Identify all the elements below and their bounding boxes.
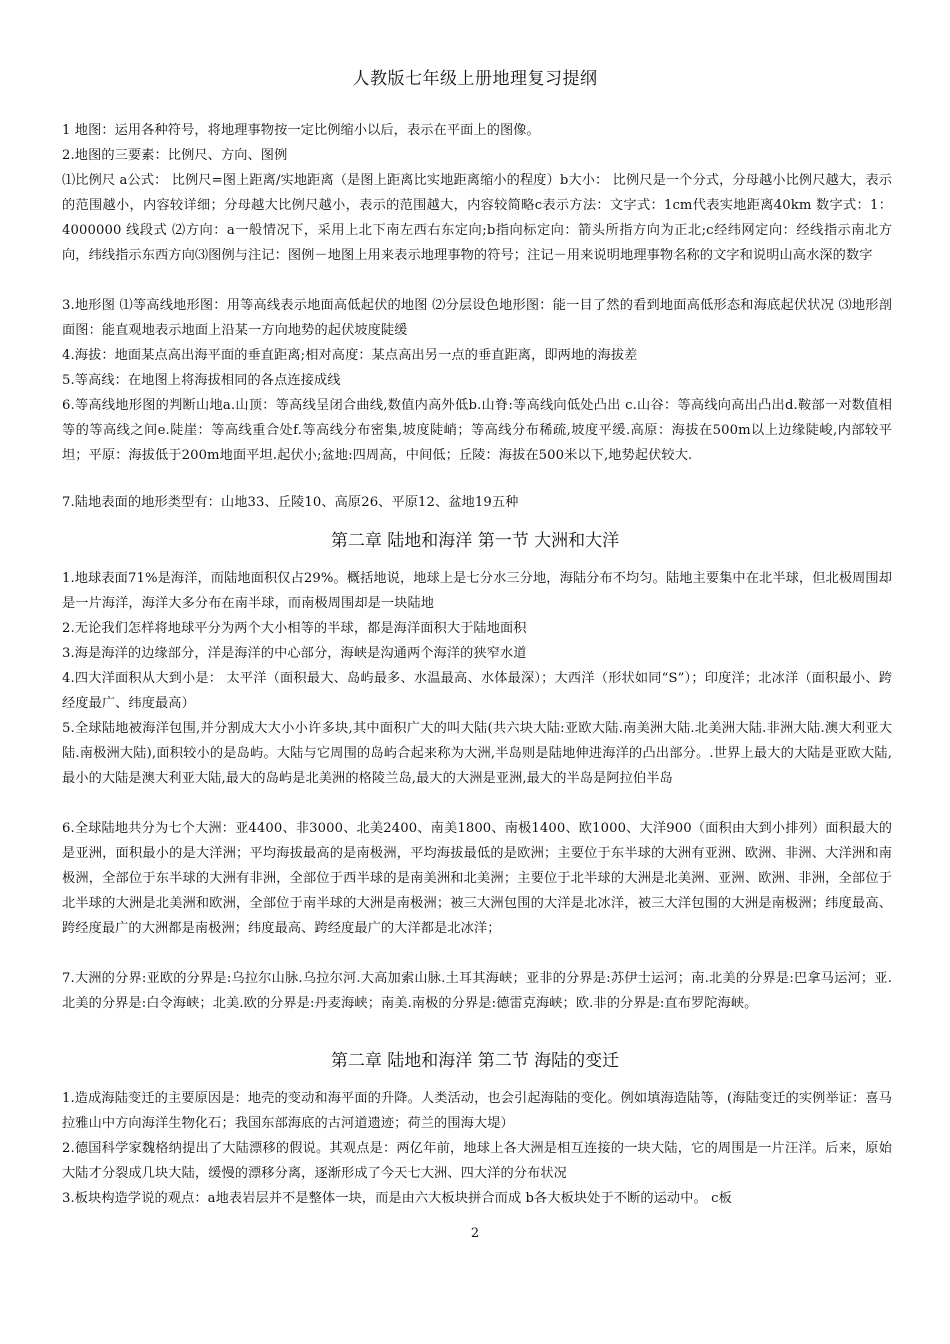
change-item-1: 1.造成海陆变迁的主要原因是：地壳的变动和海平面的升降。人类活动，也会引起海陆的变化。例如填海造陆等，(海陆变迁的实例举证：喜马拉雅山中方向海洋生物化石；我国东部海底的古河道遗迹；荷兰的围海大堤） [62, 1091, 892, 1131]
document-title: 人教版七年级上册地理复习提纲 [352, 69, 598, 89]
continent-item-3: 3.海是海洋的边缘部分，洋是海洋的中心部分，海峡是沟通两个海洋的狭窄水道 [62, 646, 527, 661]
map-item-7-contour-judge: 6.等高线地形图的判断山地a.山顶：等高线呈闭合曲线,数值内高外低b.山脊:等高线向低处凸出 c.山谷：等高线向高出凸出d.鞍部一对数值相等的等高线之间e.陡崖：等高线重合处f.等高线分布密集,坡度陡峭；等高线分布稀疏,坡度平缓.高原：海拔在500m以上边缘陡峻,内部较平坦；平原：海拔低于200m地面平坦.起伏小;盆地:四周高，中间低；丘陵：海拔在500米以下,地势起伏较大. [62, 398, 892, 463]
continent-item-7: 7.大洲的分界:亚欧的分界是:乌拉尔山脉.乌拉尔河.大高加索山脉.土耳其海峡；亚非的分界是:苏伊士运河；南.北美的分界是:巴拿马运河；亚.北美的分界是:白令海峡；北美.欧的分界是:丹麦海峡；南美.南极的分界是:德雷克海峡；欧.非的分界是:直布罗陀海峡。 [62, 971, 892, 1011]
map-item-3-scale: ⑴比例尺 a公式： 比例尺=图上距离/实地距离（是图上距离比实地距离缩小的程度）b大小： 比例尺是一个分式，分母越小比例尺越大，表示的范围越小，内容较详细；分母越大比例尺越小，表示的范围越大，内容较简略c表示方法：文字式：1cm代表实地距离40km 数字式：1：4000000 线段式 ⑵方向：a一般情况下，采用上北下南左西右东定向;b指向标定向：箭头所指方向为正北;c经纬网定向：经线指示南北方向，纬线指示东西方向⑶图例与注记：图例－地图上用来表示地理事物的符号；注记－用来说明地理事物名称的文字和说明山高水深的数字 [62, 173, 892, 263]
continent-item-6: 6.全球陆地共分为七个大洲：亚4400、非3000、北美2400、南美1800、南极1400、欧1000、大洋900（面积由大到小排列）面积最大的是亚洲，面积最小的是大洋洲；平均海拔最高的是南极洲，平均海拔最低的是欧洲；主要位于东半球的大洲有亚洲、欧洲、非洲、大洋洲和南极洲，全部位于东半球的大洲有非洲，全部位于西半球的是南美洲和北美洲；主要位于北半球的大洲是北美洲、亚洲、欧洲、非洲，全部位于北半球的大洲是北美洲和欧洲，全部位于南半球的大洲是南极洲；被三大洲包围的大洋是北冰洋，被三大洋包围的大洲是南极洲；纬度最高、跨经度最广的大洲都是南极洲；纬度最高、跨经度最广的大洋都是北冰洋； [62, 821, 892, 936]
continent-item-1: 1.地球表面71%是海洋，而陆地面积仅占29%。概括地说，地球上是七分水三分地，海陆分布不均匀。陆地主要集中在北半球，但北极周围却是一片海洋，海洋大多分布在南半球，而南极周围却是一块陆地 [62, 571, 892, 611]
page-number: 2 [470, 1226, 480, 1241]
map-item-2: 2.地图的三要素：比例尺、方向、图例 [62, 148, 288, 163]
continent-item-5: 5.全球陆地被海洋包围,并分割成大大小小许多块,其中面积广大的叫大陆(共六块大陆:亚欧大陆.南美洲大陆.北美洲大陆.非洲大陆.澳大利亚大陆.南极洲大陆),面积较小的是岛屿。大陆与它周围的岛屿合起来称为大洲,半岛则是陆地伸进海洋的凸出部分。.世界上最大的大陆是亚欧大陆,最小的大陆是澳大利亚大陆,最大的岛屿是北美洲的格陵兰岛,最大的大洲是亚洲,最大的半岛是阿拉伯半岛 [62, 721, 892, 786]
map-item-5-altitude: 4.海拔：地面某点高出海平面的垂直距离;相对高度：某点高出另一点的垂直距离，即两地的海拔差 [62, 348, 638, 363]
map-item-8-landforms: 7.陆地表面的地形类型有：山地33、丘陵10、高原26、平原12、盆地19五种 [62, 495, 519, 510]
continent-item-2: 2.无论我们怎样将地球平分为两个大小相等的半球，都是海洋面积大于陆地面积 [62, 621, 527, 636]
change-item-2: 2.德国科学家魏格纳提出了大陆漂移的假说。其观点是：两亿年前，地球上各大洲是相互连接的一块大陆，它的周围是一片汪洋。后来，原始大陆才分裂成几块大陆，缓慢的漂移分离，逐渐形成了今天七大洲、四大洋的分布状况 [62, 1141, 892, 1181]
map-item-6-contour: 5.等高线：在地图上将海拔相同的各点连接成线 [62, 373, 341, 388]
continent-item-4: 4.四大洋面积从大到小是： 太平洋（面积最大、岛屿最多、水温最高、水体最深）；大西洋（形状如同“S”）；印度洋；北冰洋（面积最小、跨经度最广、纬度最高） [62, 671, 892, 711]
map-item-1: 1 地图：运用各种符号，将地理事物按一定比例缩小以后，表示在平面上的图像。 [62, 123, 540, 138]
change-item-3: 3.板块构造学说的观点：a地表岩层并不是整体一块，而是由六大板块拼合而成 b各大板块处于不断的运动中。 c板 [62, 1191, 732, 1206]
map-item-4-topomap: 3.地形图 ⑴等高线地形图：用等高线表示地面高低起伏的地图 ⑵分层设色地形图：能一目了然的看到地面高低形态和海底起伏状况 ⑶地形剖面图：能直观地表示地面上沿某一方向地势的起伏坡度陡缓 [62, 298, 892, 338]
chapter2-section2-heading: 第二章 陆地和海洋 第二节 海陆的变迁 [330, 1051, 620, 1071]
chapter2-section1-heading: 第二章 陆地和海洋 第一节 大洲和大洋 [330, 531, 620, 551]
